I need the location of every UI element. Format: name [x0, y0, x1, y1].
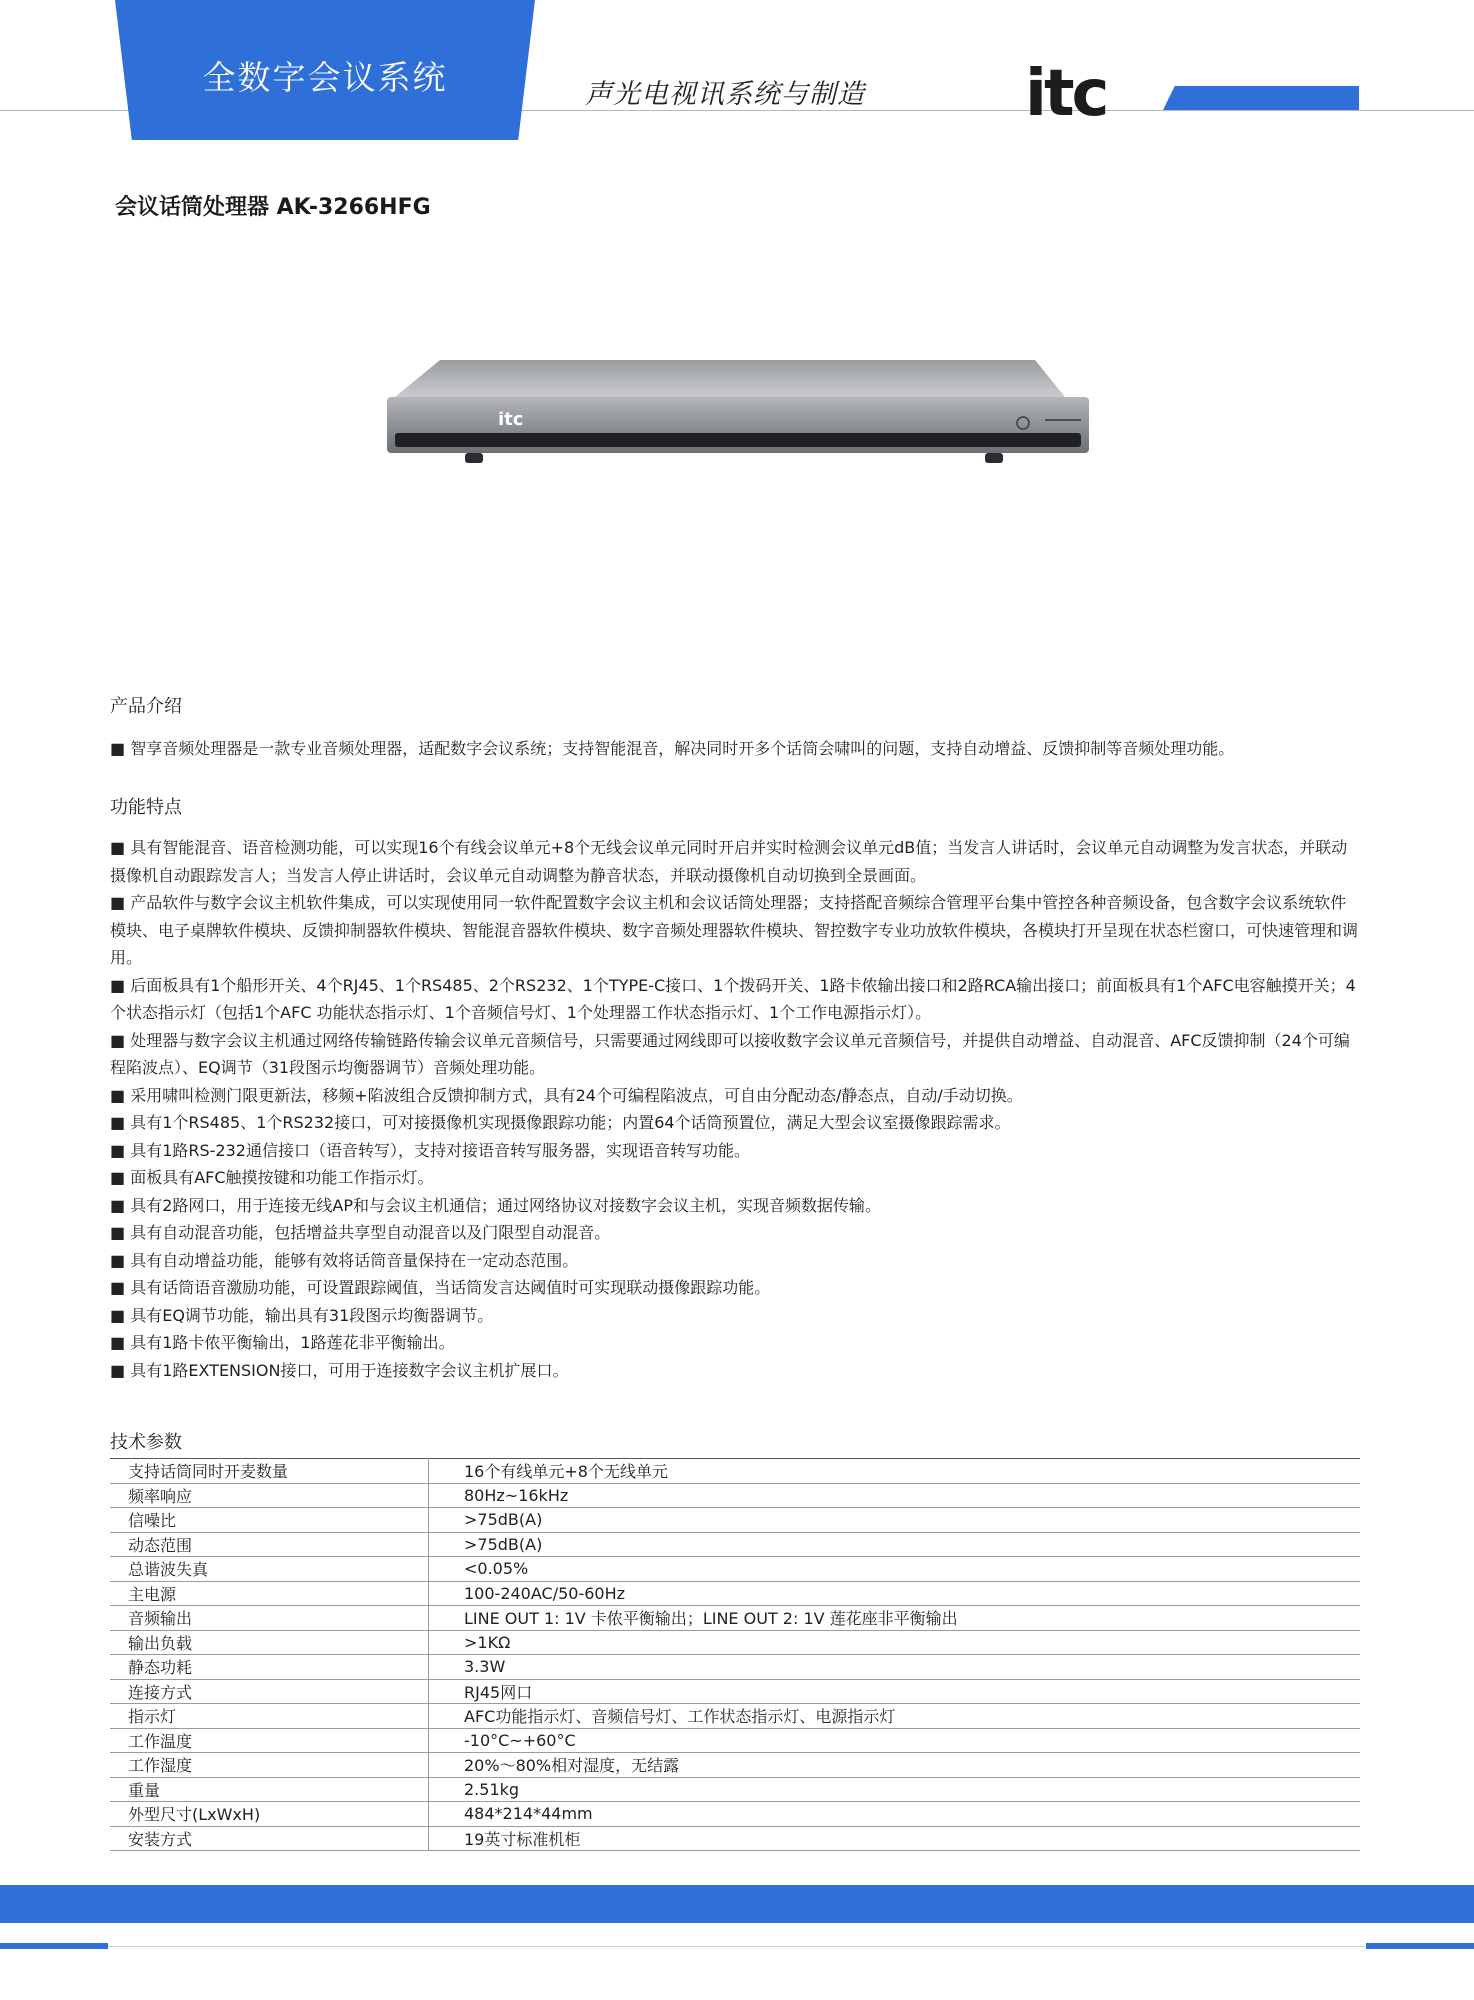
table-row [110, 1753, 1360, 1778]
features-body [110, 834, 1360, 1384]
spec-key: 安装方式 [110, 1826, 429, 1851]
spec-key: 信噪比 [110, 1508, 429, 1533]
table-row [110, 1508, 1360, 1533]
footer-accent-left [0, 1943, 108, 1949]
product-title: 会议话筒处理器 AK-3266HFG [115, 195, 431, 220]
device-logo: itc [498, 409, 524, 430]
footer-rule [108, 1946, 1366, 1947]
spec-value: -10°C~+60°C [429, 1728, 1361, 1753]
intro-body [110, 735, 1360, 763]
feature-item: ■ 具有EQ调节功能，输出具有31段图示均衡器调节。 [110, 1305, 494, 1325]
spec-value: LINE OUT 1: 1V 卡侬平衡输出；LINE OUT 2: 1V 莲花座非平衡输出 [429, 1606, 1361, 1631]
spec-value: 20%～80%相对湿度，无结露 [429, 1753, 1361, 1778]
spec-key: 主电源 [110, 1581, 429, 1606]
feature-item: ■ 具有1路EXTENSION接口，可用于连接数字会议主机扩展口。 [110, 1360, 569, 1380]
spec-value: >75dB(A) [429, 1508, 1361, 1533]
device-front-slot [395, 433, 1081, 447]
table-row [110, 1630, 1360, 1655]
feature-item: ■ 具有1个RS485、1个RS232接口，可对接摄像机实现摄像跟踪功能；内置64个话筒预置位，满足大型会议室摄像跟踪需求。 [110, 1113, 1011, 1132]
spec-key: 音频输出 [110, 1606, 429, 1631]
spec-value: >1KΩ [429, 1630, 1361, 1655]
specs-table [110, 1458, 1360, 1851]
spec-value: 80Hz~16kHz [429, 1483, 1361, 1508]
table-row [110, 1483, 1360, 1508]
feature-item: ■ 采用啸叫检测门限更新法，移频+陷波组合反馈抑制方式，具有24个可编程陷波点，可自由分配动态/静态点，自动/手动切换。 [110, 1085, 1023, 1105]
table-row [110, 1802, 1360, 1827]
spec-value: 484*214*44mm [429, 1802, 1361, 1827]
device-indicator-strip [1045, 419, 1081, 421]
spec-key: 动态范围 [110, 1532, 429, 1557]
header-tab-title: 全数字会议系统 [202, 58, 448, 97]
feature-item: ■ 具有话筒语音激励功能，可设置跟踪阈值，当话筒发言达阈值时可实现联动摄像跟踪功能。 [110, 1278, 771, 1297]
footer-accent-right [1366, 1943, 1474, 1949]
spec-key: 支持话筒同时开麦数量 [110, 1459, 429, 1484]
feature-item: ■ 后面板具有1个船形开关、4个RJ45、1个RS485、2个RS232、1个TYPE-C接口、1个拨码开关、1路卡侬输出接口和2路RCA输出接口；前面板具有1个AFC电容触摸开关；4个状态指示灯（包括1个AFC 功能状态指示灯、1个音频信号灯、1个处理器工作状态指示灯、1个工作电源指示灯）。 [110, 975, 1356, 1022]
spec-value: RJ45网口 [429, 1679, 1361, 1704]
device-foot-right [985, 453, 1003, 463]
spec-value: 100-240AC/50-60Hz [429, 1581, 1361, 1606]
spec-key: 连接方式 [110, 1679, 429, 1704]
spec-key: 工作湿度 [110, 1753, 429, 1778]
spec-key: 输出负载 [110, 1630, 429, 1655]
table-row [110, 1459, 1360, 1484]
device-top-panel [395, 360, 1065, 397]
features-heading: 功能特点 [110, 797, 182, 818]
spec-value: >75dB(A) [429, 1532, 1361, 1557]
header-accent-bar [1163, 86, 1359, 110]
table-row [110, 1581, 1360, 1606]
feature-item: ■ 具有自动增益功能，能够有效将话筒音量保持在一定动态范围。 [110, 1250, 579, 1270]
feature-item: ■ 具有2路网口，用于连接无线AP和与会议主机通信；通过网络协议对接数字会议主机，实现音频数据传输。 [110, 1195, 881, 1215]
spec-key: 工作温度 [110, 1728, 429, 1753]
spec-value: 16个有线单元+8个无线单元 [429, 1459, 1361, 1484]
intro-paragraph: ■ 智享音频处理器是一款专业音频处理器，适配数字会议系统；支持智能混音，解决同时开多个话筒会啸叫的问题，支持自动增益、反馈抑制等音频处理功能。 [110, 739, 1235, 758]
itc-logo: itc [1025, 57, 1107, 131]
feature-item: ■ 处理器与数字会议主机通过网络传输链路传输会议单元音频信号，只需要通过网线即可以接收数字会议单元音频信号，并提供自动增益、自动混音、AFC反馈抑制（24个可编程陷波点）、EQ调节（31段图示均衡器调节）音频处理功能。 [110, 1030, 1350, 1077]
header-subtitle: 声光电视讯系统与制造 [585, 79, 865, 110]
device-image [385, 355, 1091, 495]
table-row [110, 1728, 1360, 1753]
device-foot-left [465, 453, 483, 463]
spec-value: <0.05% [429, 1557, 1361, 1582]
intro-heading: 产品介绍 [110, 696, 182, 717]
spec-key: 静态功耗 [110, 1655, 429, 1680]
feature-item: ■ 具有智能混音、语音检测功能，可以实现16个有线会议单元+8个无线会议单元同时开启并实时检测会议单元dB值；当发言人讲话时，会议单元自动调整为发言状态，并联动摄像机自动跟踪发言人；当发言人停止讲话时，会议单元自动调整为静音状态，并联动摄像机自动切换到全景画面。 [110, 838, 1348, 885]
table-row [110, 1557, 1360, 1582]
spec-value: 19英寸标准机柜 [429, 1826, 1361, 1851]
feature-item: ■ 具有自动混音功能，包括增益共享型自动混音以及门限型自动混音。 [110, 1223, 611, 1242]
table-row [110, 1826, 1360, 1851]
spec-key: 指示灯 [110, 1704, 429, 1729]
table-row [110, 1704, 1360, 1729]
spec-value: AFC功能指示灯、音频信号灯、工作状态指示灯、电源指示灯 [429, 1704, 1361, 1729]
table-row [110, 1679, 1360, 1704]
spec-key: 总谐波失真 [110, 1557, 429, 1582]
feature-item: ■ 产品软件与数字会议主机软件集成，可以实现使用同一软件配置数字会议主机和会议话筒处理器；支持搭配音频综合管理平台集中管控各种音频设备，包含数字会议系统软件模块、电子桌牌软件模块、反馈抑制器软件模块、智能混音器软件模块、数字音频处理器软件模块、智控数字专业功放软件模块，各模块打开呈现在状态栏窗口，可快速管理和调用。 [110, 893, 1359, 967]
table-row [110, 1532, 1360, 1557]
footer-bar [0, 1885, 1474, 1923]
table-row [110, 1606, 1360, 1631]
table-row [110, 1655, 1360, 1680]
specs-heading: 技术参数 [110, 1432, 182, 1453]
spec-value: 2.51kg [429, 1777, 1361, 1802]
spec-key: 重量 [110, 1777, 429, 1802]
spec-key: 外型尺寸(LxWxH) [110, 1802, 429, 1827]
spec-key: 频率响应 [110, 1483, 429, 1508]
feature-item: ■ 具有1路卡侬平衡输出，1路莲花非平衡输出。 [110, 1333, 455, 1352]
feature-item: ■ 面板具有AFC触摸按键和功能工作指示灯。 [110, 1168, 434, 1187]
table-row [110, 1777, 1360, 1802]
spec-value: 3.3W [429, 1655, 1361, 1680]
feature-item: ■ 具有1路RS-232通信接口（语音转写），支持对接语音转写服务器，实现语音转写功能。 [110, 1140, 750, 1160]
